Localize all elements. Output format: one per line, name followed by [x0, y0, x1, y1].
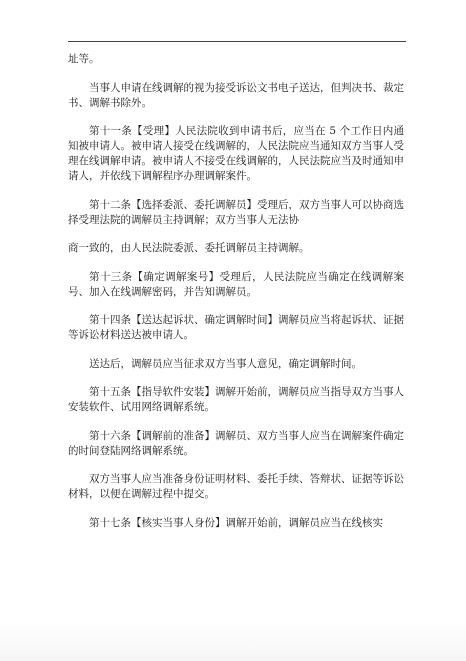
article-17: 第十七条【核实当事人身份】调解开始前，调解员应当在线核实 — [89, 516, 383, 529]
article-12: 第十二条【选择委派、委托调解员】受理后，双方当事人可以协商选择受理法院的调解员主持调解；双方当事人无法协 — [68, 198, 404, 226]
header-rule — [68, 41, 406, 42]
article-16: 第十六条【调解前的准备】调解员、双方当事人应当在调解案件确定的时间登陆网络调解系统。 — [68, 429, 404, 457]
article-11: 第十一条【受理】人民法院收到申请书后，应当在 5 个工作日内通知被申请人。被申请人接受在线调解的，人民法院应当通知双方当事人受理在线调解申请。被申请人不接受在线调解的，人民法院应当及时通知申请人，并依线下调解程序办理调解案件。 — [68, 125, 404, 182]
article-14-paragraph-2: 送达后，调解员应当征求双方当事人意见，确定调解时间。 — [89, 357, 362, 370]
article-14: 第十四条【送达起诉状、确定调解时间】调解员应当将起诉状、证据等诉讼材料送达被申请人。 — [68, 314, 404, 341]
article-16-paragraph-2: 双方当事人应当准备身份证明材料、委托手续、答辩状、证据等诉讼材料，以便在调解过程中提交。 — [68, 473, 404, 500]
article-12-continuation: 商一致的，由人民法院委派、委托调解员主持调解。 — [68, 242, 310, 254]
article-13: 第十三条【确定调解案号】受理后，人民法院应当确定在线调解案号、加入在线调解密码，并告知调解员。 — [68, 270, 404, 298]
article-15: 第十五条【指导软件安装】调解开始前，调解员应当指导双方当事人安装软件、试用网络调解系统。 — [68, 386, 404, 413]
page-bottom-shade — [0, 621, 466, 661]
paragraph-continuation: 址等。 — [68, 53, 100, 65]
paragraph-electronic-service: 当事人申请在线调解的视为接受诉讼文书电子送达，但判决书、裁定书、调解书除外。 — [68, 81, 404, 109]
document-body — [68, 52, 404, 531]
